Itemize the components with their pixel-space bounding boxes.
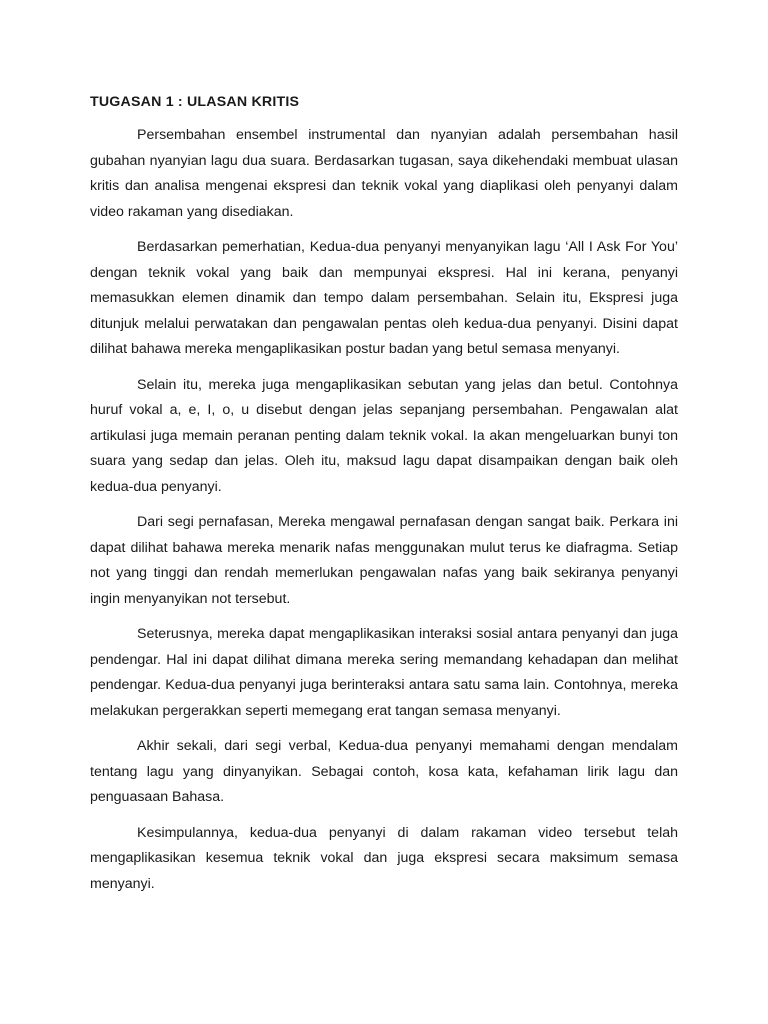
paragraph-introduction: Persembahan ensembel instrumental dan nyanyian adalah persembahan hasil gubahan nyanyian lagu dua suara. Berdasarkan tugasan, saya dikehendaki membuat ulasan kritis dan analisa mengenai ekspresi dan teknik vokal yang diaplikasi oleh penyanyi dalam video rakaman yang disediakan.	[90, 127, 678, 220]
paragraph-conclusion: Kesimpulannya, kedua-dua penyanyi di dalam rakaman video tersebut telah mengaplikasikan kesemua teknik vokal dan juga ekspresi secara maksimum semasa menyanyi.	[90, 824, 678, 892]
paragraph-observation: Berdasarkan pemerhatian, Kedua-dua penyanyi menyanyikan lagu ‘All I Ask For You’ dengan teknik vokal yang baik dan mempunyai ekspresi. Hal ini kerana, penyanyi memasukkan elemen dinamik dan tempo dalam persembahan. Selain itu, Ekspresi juga ditunjuk melalui perwatakan dan pengawalan pentas oleh kedua-dua penyanyi. Disini dapat dilihat bahawa mereka mengaplikasikan postur badan yang betul semasa menyanyi.	[90, 239, 678, 357]
paragraph-verbal: Akhir sekali, dari segi verbal, Kedua-dua penyanyi memahami dengan mendalam tentang lagu yang dinyanyikan. Sebagai contoh, kosa kata, kefahaman lirik lagu dan penguasaan Bahasa.	[90, 738, 678, 805]
paragraph-social-interaction: Seterusnya, mereka dapat mengaplikasikan interaksi sosial antara penyanyi dan juga pendengar. Hal ini dapat dilihat dimana mereka sering memandang kehadapan dan melihat pendengar. Kedua-dua penyanyi juga berinteraksi antara satu sama lain. Contohnya, mereka melakukan pergerakkan seperti memegang erat tangan semasa menyanyi.	[90, 626, 678, 719]
document-title: TUGASAN 1 : ULASAN KRITIS	[90, 94, 300, 110]
paragraph-pronunciation: Selain itu, mereka juga mengaplikasikan sebutan yang jelas dan betul. Contohnya huruf vokal a, e, I, o, u disebut dengan jelas sepanjang persembahan. Pengawalan alat artikulasi juga memain peranan penting dalam teknik vokal. Ia akan mengeluarkan bunyi ton suara yang sedap dan jelas. Oleh itu, maksud lagu dapat disampaikan dengan baik oleh kedua-dua penyanyi.	[90, 376, 678, 495]
document-body	[90, 93, 678, 907]
paragraph-breathing: Dari segi pernafasan, Mereka mengawal pernafasan dengan sangat baik. Perkara ini dapat dilihat bahawa mereka menarik nafas menggunakan mulut terus ke diafragma. Setiap not yang tinggi dan rendah memerlukan pengawalan nafas yang baik sekiranya penyanyi ingin menyanyikan not tersebut.	[90, 514, 678, 607]
